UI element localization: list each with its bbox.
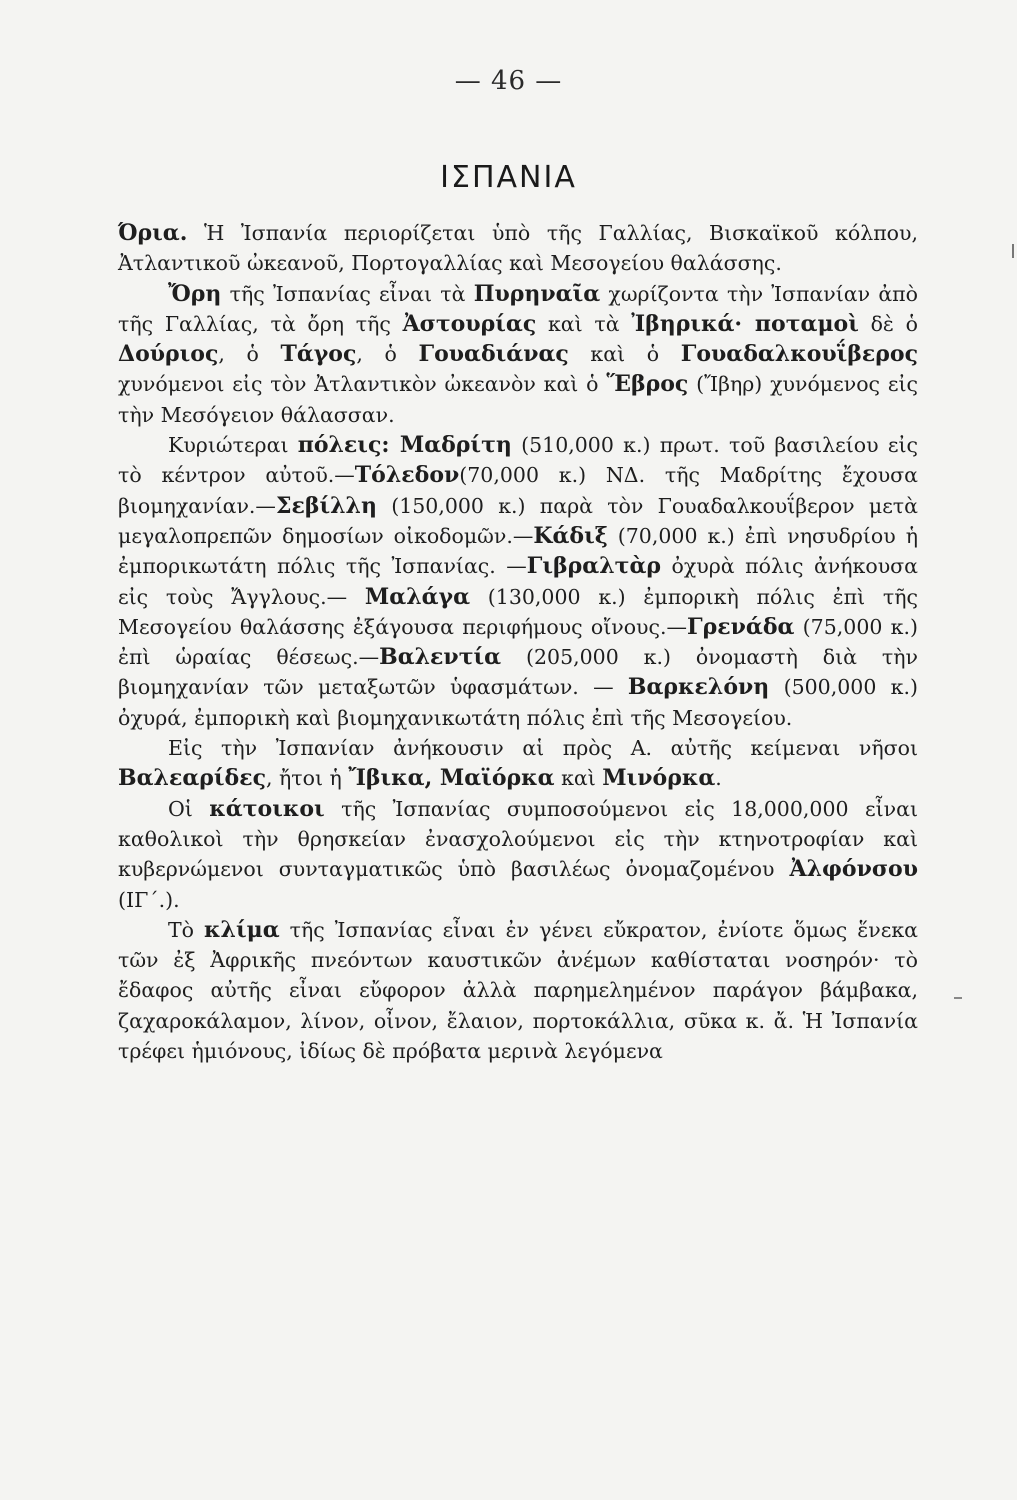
bold-term: Όρια. (118, 220, 188, 246)
text-run: , ὁ (218, 342, 281, 367)
bold-term: Δούριος (118, 341, 219, 368)
bold-term: Κάδιξ (533, 522, 608, 549)
bold-term: Ἰβηρικά· ποταμοὶ (631, 310, 859, 337)
text-run: (70,000 κ.) ΝΔ. τῆς Μαδρίτης ἔχουσα βιομηχανίαν.— (118, 463, 918, 518)
text-run: (70,000 κ.) ἐπὶ νησυδρίου ἡ ἐμπορικωτάτη πόλις τῆς Ἰσπανίας. — (118, 523, 918, 579)
text-run: (130,000 κ.) ἐμπορικὴ πόλις ἐπὶ τῆς Μεσογείου θαλάσσης ἐξάγουσα περιφήμους οἴνους.— (118, 584, 918, 639)
text-run: καὶ τὰ (536, 311, 632, 336)
text-run: τῆς Ἰσπανίας εἶναι ἐν γένει εὔκρατον, ἐνίοτε ὅμως ἕνεκα τῶν ἐξ Ἀφρικῆς πνεόντων καυστικῶν ἀνέμων καθίσταται νοσηρόν· τὸ ἔδαφος αὐτῆς εἶναι εὔφορον ἀλλὰ παρημελημένον παράγον βάμβακα, ζαχαροκάλαμον, λίνον, οἶνον, ἔλαιον, πορτοκάλλια, σῦκα κ. ἄ. Ἡ Ἰσπανία τρέφει ἡμιόνους, ἰδίως δὲ πρόβατα μερινὰ λεγόμενα (118, 917, 918, 1064)
text-run: , ἤτοι ἡ (265, 766, 349, 791)
bold-term: Γιβραλτὰρ (526, 553, 662, 580)
bold-term: Γρενάδα (687, 613, 795, 640)
text-run: δὲ ὁ (858, 311, 918, 336)
bold-term: κλίμα (204, 916, 280, 943)
bold-term: Σεβίλλη (275, 492, 377, 519)
text-run: τῆς Ἰσπανίας συμποσούμενοι εἰς 18,000,000 εἶναι καθολικοὶ τὴν θρησκείαν ἐνασχολούμενοι εἰς τὴν κτηνοτροφίαν καὶ κυβερνώμενοι συνταγματικῶς ὑπὸ βασιλέως ὀνομαζομένου (118, 796, 918, 882)
text-run: Ἡ Ἰσπανία περιορίζεται ὑπὸ τῆς Γαλλίας, Βισκαϊκοῦ κόλπου, Ἀτλαντικοῦ ὠκεανοῦ, Πορτογαλλίας καὶ Μεσογείου θαλάσσης. (118, 221, 918, 276)
page-number: — 46 — (454, 66, 563, 96)
text-run: (510,000 κ.) πρωτ. τοῦ βασιλείου εἰς τὸ κέντρον αὐτοῦ.— (118, 433, 918, 488)
text-run: χυνόμενοι εἰς τὸν Ἀτλαντικὸν ὠκεανὸν καὶ ὁ (118, 372, 607, 397)
bold-term: κάτοικοι (209, 795, 325, 822)
bold-term: Ἴβικα, Μαϊόρκα (348, 765, 555, 792)
text-run: . (715, 766, 722, 791)
bold-term: Γουαδαλκουΐβερος (680, 341, 918, 368)
paragraph (118, 218, 918, 279)
bold-term: Γουαδιάνας (418, 341, 569, 368)
bold-term: Μινόρκα (602, 765, 716, 792)
text-run: Εἰς τὴν Ἰσπανίαν ἀνήκουσιν αἱ πρὸς Α. αὐτῆς κείμεναι νῆσοι (168, 736, 918, 761)
text-run: Τὸ (168, 917, 205, 942)
text-run: Κυριώτεραι (168, 433, 298, 458)
page-title: ΙΣΠΑΝΙΑ (440, 160, 577, 195)
text-run: (ΙΓ΄.). (118, 887, 180, 912)
bold-term: Βαλεαρίδες (118, 765, 266, 792)
text-run: , ὁ (356, 342, 419, 367)
bold-term: Τόλεδον (354, 462, 460, 489)
text-run: καὶ (554, 766, 603, 791)
text-run: καὶ ὁ (568, 342, 681, 367)
bold-term: Ἕβρος (606, 371, 689, 398)
bold-term: Ἀστουρίας (402, 310, 537, 337)
paragraph (118, 430, 918, 733)
bold-term: Πυρηναῖα (473, 280, 601, 307)
bold-term: Βαρκελόνη (627, 674, 770, 701)
body-text (118, 218, 918, 1066)
text-run: (205,000 κ.) ὀνομαστὴ διὰ τὴν βιομηχανίαν τῶν μεταξωτῶν ὑφασμάτων. — (118, 645, 918, 700)
bold-term: Ὄρη (168, 280, 222, 307)
bold-term: Μαλάγα (364, 583, 471, 610)
text-run: (Ἴβηρ) χυνόμενος εἰς τὴν Μεσόγειον θάλασσαν. (118, 372, 919, 427)
text-run: χωρίζοντα τὴν Ἰσπανίαν ἀπὸ τῆς Γαλλίας, τὰ ὄρη τῆς (118, 281, 918, 336)
bold-term: Βαλεντία (379, 644, 502, 671)
margin-dash (954, 997, 962, 999)
paragraph (118, 279, 918, 430)
paragraph (118, 915, 918, 1066)
paragraph (118, 733, 918, 794)
text-run: (150,000 κ.) παρὰ τὸν Γουαδαλκουΐβερον μετὰ μεγαλοπρεπῶν δημοσίων οἰκοδομῶν.— (118, 493, 918, 548)
text-run: τῆς Ἰσπανίας εἶναι τὰ (221, 281, 474, 306)
text-run: Οἱ (168, 796, 210, 821)
edge-mark (1012, 244, 1014, 258)
bold-term: Ἀλφόνσου (789, 856, 918, 883)
text-run: ὀχυρὰ πόλις ἀνήκουσα εἰς τοὺς Ἄγγλους.— (118, 554, 918, 609)
text-run: (75,000 κ.) ἐπὶ ὡραίας θέσεως.— (118, 614, 918, 670)
bold-term: πόλεις: Μαδρίτη (297, 432, 512, 459)
paragraph (118, 794, 918, 915)
text-run: (500,000 κ.) ὀχυρά, ἐμπορικὴ καὶ βιομηχανικωτάτη πόλις ἐπὶ τῆς Μεσογείου. (118, 675, 918, 730)
bold-term: Τάγος (280, 341, 357, 368)
